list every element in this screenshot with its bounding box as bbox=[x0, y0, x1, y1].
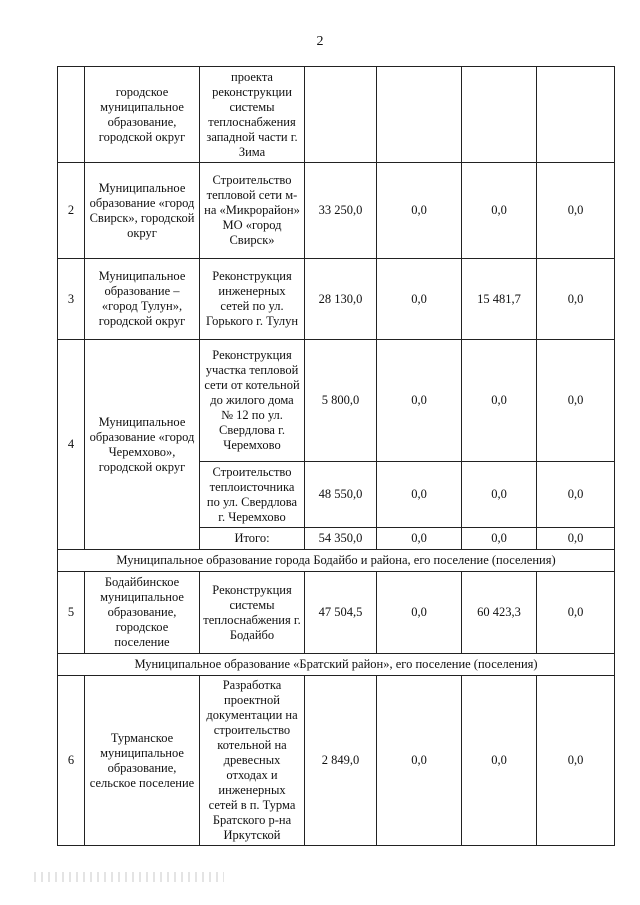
value-cell: 33 250,0 bbox=[305, 163, 377, 259]
value-cell bbox=[537, 67, 615, 163]
table-row bbox=[58, 676, 615, 846]
table-row bbox=[58, 340, 615, 462]
row-number bbox=[58, 67, 85, 163]
section-row bbox=[58, 550, 615, 572]
municipality-cell: Муниципальное образование «город Черемхово», городской округ bbox=[85, 340, 200, 550]
value-cell: 0,0 bbox=[377, 528, 462, 550]
value-cell: 0,0 bbox=[377, 163, 462, 259]
value-cell: 0,0 bbox=[377, 676, 462, 846]
total-label: Итого: bbox=[200, 528, 305, 550]
value-cell: 54 350,0 bbox=[305, 528, 377, 550]
project-cell: проекта реконструкции системы теплоснабжения западной части г. Зима bbox=[200, 67, 305, 163]
value-cell: 5 800,0 bbox=[305, 340, 377, 462]
projects-table bbox=[57, 66, 615, 846]
value-cell: 60 423,3 bbox=[462, 572, 537, 654]
value-cell: 0,0 bbox=[377, 340, 462, 462]
value-cell: 47 504,5 bbox=[305, 572, 377, 654]
value-cell: 0,0 bbox=[537, 572, 615, 654]
municipality-cell: городское муниципальное образование, городской округ bbox=[85, 67, 200, 163]
project-cell: Разработка проектной документации на строительство котельной на древесных отходах и инженерных сетей в п. Турма Братского р-на Иркутской bbox=[200, 676, 305, 846]
value-cell: 0,0 bbox=[462, 528, 537, 550]
project-cell: Реконструкция инженерных сетей по ул. Горького г. Тулун bbox=[200, 259, 305, 340]
value-cell: 0,0 bbox=[377, 462, 462, 528]
value-cell: 0,0 bbox=[462, 462, 537, 528]
value-cell: 0,0 bbox=[462, 163, 537, 259]
value-cell: 48 550,0 bbox=[305, 462, 377, 528]
row-number: 5 bbox=[58, 572, 85, 654]
project-cell: Реконструкция системы теплоснабжения г. Бодайбо bbox=[200, 572, 305, 654]
value-cell: 0,0 bbox=[537, 163, 615, 259]
value-cell bbox=[305, 67, 377, 163]
value-cell: 0,0 bbox=[462, 340, 537, 462]
municipality-cell: Муниципальное образование – «город Тулун», городской округ bbox=[85, 259, 200, 340]
row-number: 6 bbox=[58, 676, 85, 846]
value-cell: 0,0 bbox=[537, 462, 615, 528]
table-row bbox=[58, 572, 615, 654]
project-cell: Строительство теплоисточника по ул. Свердлова г. Черемхово bbox=[200, 462, 305, 528]
municipality-cell: Бодайбинское муниципальное образование, городское поселение bbox=[85, 572, 200, 654]
table-row bbox=[58, 259, 615, 340]
municipality-cell: Муниципальное образование «город Свирск», городской округ bbox=[85, 163, 200, 259]
table-row bbox=[58, 163, 615, 259]
value-cell: 2 849,0 bbox=[305, 676, 377, 846]
value-cell: 0,0 bbox=[377, 572, 462, 654]
value-cell bbox=[377, 67, 462, 163]
value-cell: 0,0 bbox=[537, 528, 615, 550]
value-cell: 0,0 bbox=[537, 676, 615, 846]
value-cell bbox=[462, 67, 537, 163]
row-number: 2 bbox=[58, 163, 85, 259]
page-number: 2 bbox=[316, 34, 324, 49]
value-cell: 0,0 bbox=[462, 676, 537, 846]
value-cell: 15 481,7 bbox=[462, 259, 537, 340]
municipality-cell: Турманское муниципальное образование, сельское поселение bbox=[85, 676, 200, 846]
section-heading: Муниципальное образование города Бодайбо и района, его поселение (поселения) bbox=[58, 550, 615, 572]
project-cell: Реконструкция участка тепловой сети от котельной до жилого дома № 12 по ул. Свердлова г. Черемхово bbox=[200, 340, 305, 462]
table-row bbox=[58, 67, 615, 163]
row-number: 3 bbox=[58, 259, 85, 340]
row-number: 4 bbox=[58, 340, 85, 550]
value-cell: 0,0 bbox=[537, 259, 615, 340]
section-row bbox=[58, 654, 615, 676]
scan-artifact bbox=[34, 872, 224, 882]
section-heading: Муниципальное образование «Братский район», его поселение (поселения) bbox=[58, 654, 615, 676]
value-cell: 0,0 bbox=[377, 259, 462, 340]
project-cell: Строительство тепловой сети м-на «Микрорайон» МО «город Свирск» bbox=[200, 163, 305, 259]
value-cell: 28 130,0 bbox=[305, 259, 377, 340]
value-cell: 0,0 bbox=[537, 340, 615, 462]
